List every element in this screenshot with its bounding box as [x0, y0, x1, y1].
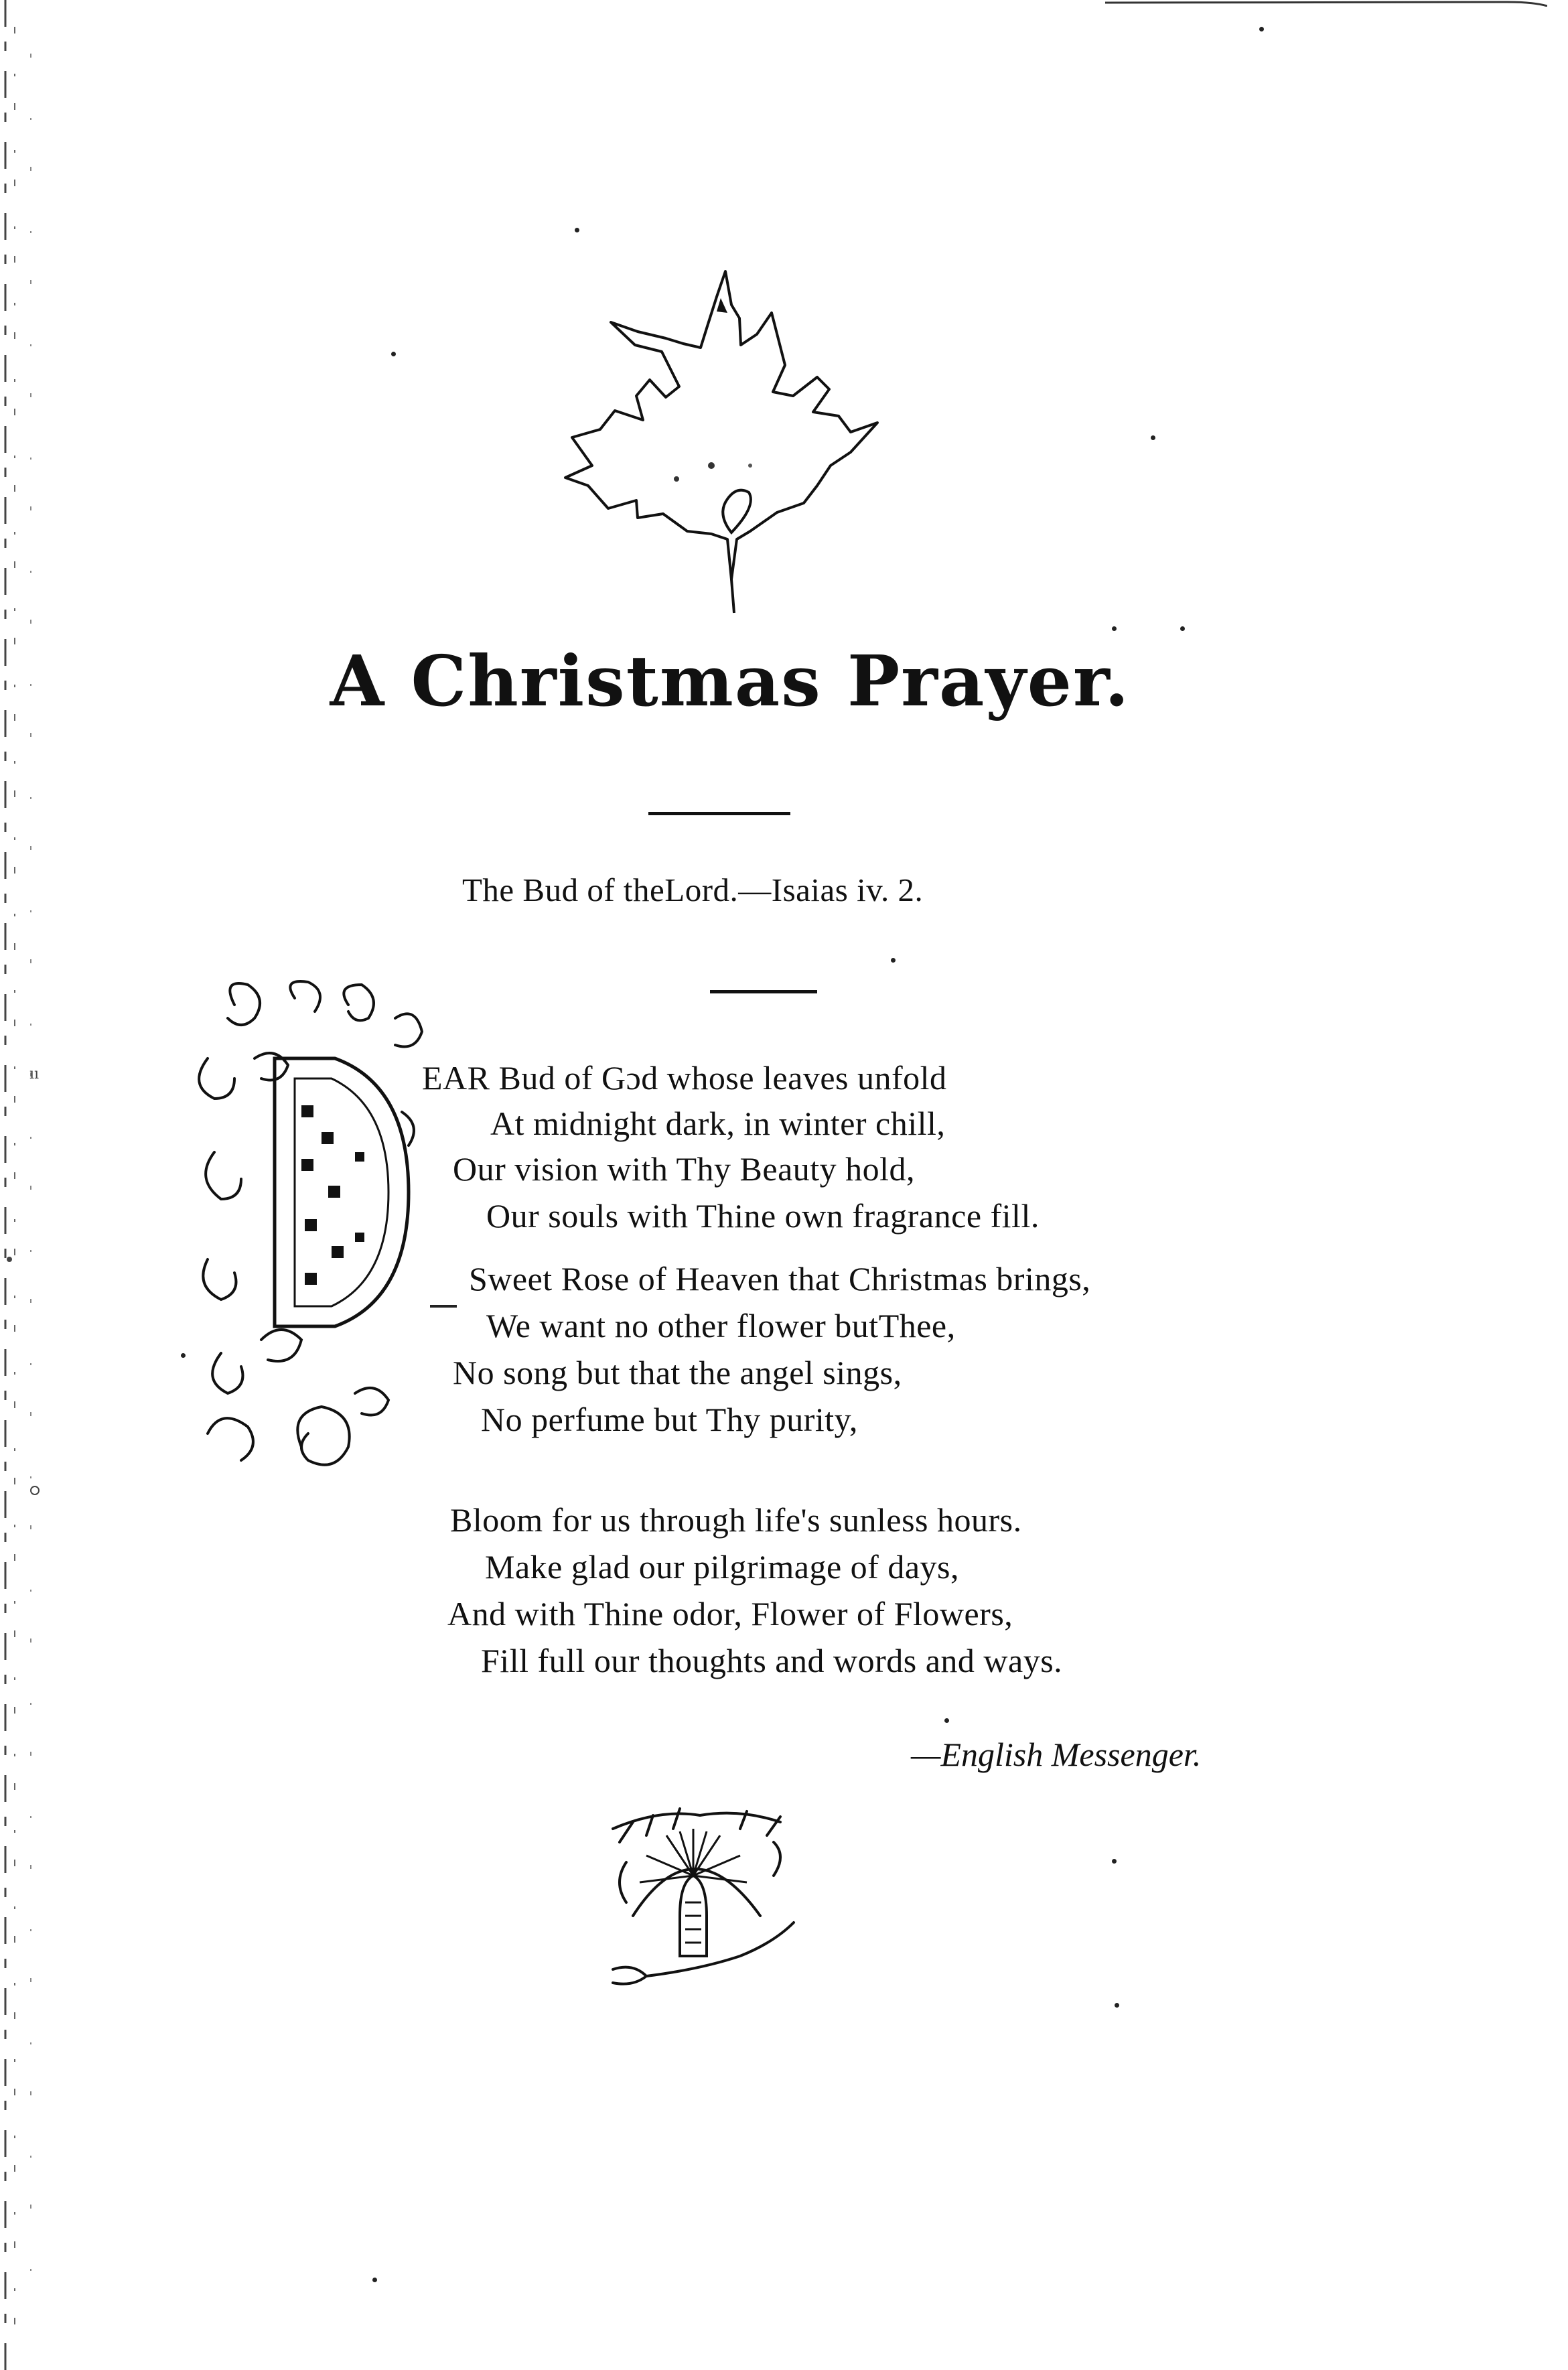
scan-speck — [1259, 27, 1264, 31]
svg-text:ıı: ıı — [29, 1066, 40, 1083]
title-divider — [648, 812, 790, 815]
scan-speck — [1180, 626, 1185, 631]
scan-speck — [181, 1353, 186, 1358]
verse-line: At midnight dark, in winter chill, — [490, 1105, 946, 1142]
verse-line: No song but that the angel sings, — [453, 1354, 902, 1391]
verse-line: No perfume but Thy purity, — [481, 1401, 858, 1438]
attribution: —English Messenger. — [911, 1736, 1202, 1773]
verse-line: Make glad our pilgrimage of days, — [485, 1548, 959, 1586]
verse-line: EAR Bud of Gɔd whose leaves unfold — [422, 1059, 947, 1097]
scan-speck — [575, 228, 579, 232]
scan-speck — [944, 1718, 949, 1723]
verse-line: Bloom for us through life's sunless hours. — [450, 1501, 1022, 1539]
verse-line: Our souls with Thine own fragrance fill. — [486, 1197, 1040, 1235]
verse-line: Our vision with Thy Beauty hold, — [453, 1150, 916, 1188]
verse-line: Sweet Rose of Heaven that Christmas brings, — [469, 1260, 1091, 1298]
top-rule — [1105, 0, 1547, 7]
verse-line: Fill full our thoughts and words and ways. — [481, 1642, 1063, 1679]
scan-speck — [1112, 626, 1117, 631]
verse-line: And with Thine odor, Flower of Flowers, — [447, 1595, 1013, 1632]
maple-leaf-ornament — [536, 265, 911, 620]
illuminated-initial-d-ornament — [194, 978, 429, 1474]
scan-speck — [372, 2278, 377, 2282]
scan-speck — [1115, 2003, 1119, 2008]
epigraph-divider — [710, 990, 817, 993]
sunburst-tailpiece-ornament — [606, 1802, 800, 1990]
scan-dash — [430, 1305, 457, 1308]
scan-speck — [1112, 1859, 1117, 1864]
scan-speck — [1151, 435, 1155, 440]
scan-speck — [391, 352, 396, 356]
page-title: A Christmas Prayer. — [330, 640, 1131, 722]
binding-edge-marks — [0, 0, 40, 2370]
scan-speck — [891, 958, 896, 963]
verse-line: We want no other flower butThee, — [486, 1307, 956, 1344]
epigraph: The Bud of theLord.—Isaias iv. 2. — [462, 872, 924, 908]
